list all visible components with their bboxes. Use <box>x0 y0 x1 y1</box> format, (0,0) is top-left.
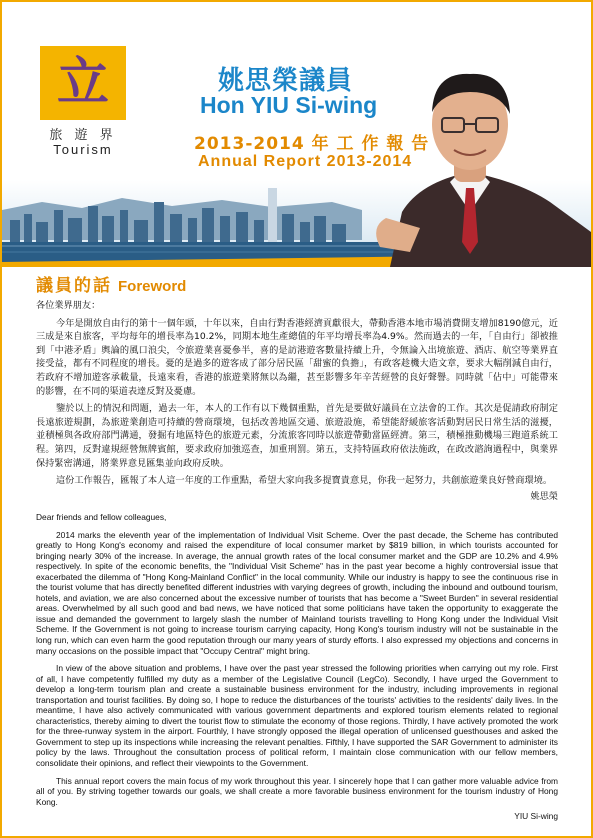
report-title-cn: 2013-2014 年 工 作 報 告 <box>194 134 430 154</box>
header-banner <box>2 2 591 267</box>
english-paragraph-3: This annual report covers the main focus of my work throughout this year. I sincerely hope that I can gather more valuable advice from all of you. By striving together towards our goals, we shall create a more favorable business environment for the tourism industry of Hong Kong. <box>36 775 558 807</box>
foreword-heading-en: Foreword <box>118 278 187 295</box>
english-paragraph-2: In view of the above situation and problems, I have over the past year stressed the following priorities when carrying out my role. First of all, I have competently fulfilled my duty as a member of the Legislative Council (LegCo). Secondly, I have urged the Government to develop a long-term tourism plan and create a sustainable business environment for the industry, including improvements in regional transportation and tourist facilities. By doing so, I hope to reduce the disturbances of the tourists' activities to the residents' daily lives. In the meantime, I have also actively communicated with various government departments and explored tourism elements related to regional characteristics, thereby aiming to divert the tourist flow to stimulate the economy of those regions. Thirdly, I have actively promoted the work for the three-runway system in the airport. Fourthly, I have strongly opposed the illegal operation of unlicensed guesthouses and asked the Government to step up its inspections while increasing the relevant penalties. Fifthly, I have supported the SAR Government to administer its policy by the laws. Throughout the consultation process of political reform, I maintain close communication with our fellow members, consolidate their opinions, and reflect their viewpoints to the Government. <box>36 663 558 769</box>
tourism-logo <box>40 46 126 120</box>
logo-glyph: 立 <box>56 52 109 113</box>
chinese-signature: 姚思榮 <box>530 490 558 502</box>
chinese-paragraph-3: 這份工作報告，匯報了本人這一年度的工作重點，希望大家向我多提寶貴意見，你我一起努力，共創旅遊業良好營商環境。 <box>56 475 553 487</box>
logo-caption-en: Tourism <box>53 142 113 157</box>
logo-caption-cn: 旅 遊 界 <box>49 128 117 143</box>
chinese-salutation: 各位業界朋友： <box>36 300 101 311</box>
english-foreword <box>36 512 558 822</box>
legislator-name-cn: 姚思榮議員 <box>218 66 354 96</box>
legislator-name-en: Hon YIU Si-wing <box>200 92 378 118</box>
foreword-heading-cn: 議員的話 <box>36 276 112 296</box>
foreword-heading <box>36 271 186 295</box>
chinese-foreword <box>36 299 558 503</box>
report-title-en: Annual Report 2013-2014 <box>198 153 413 170</box>
english-salutation: Dear friends and fellow colleagues, <box>36 512 167 522</box>
chinese-paragraph-1: 今年是開放自由行的第十一個年頭，十年以來，自由行對香港經濟貢獻很大，帶動香港本地市場消費開支增加8190億元，近三成是來自旅客，平均每年的增長率為10.2%，同期本地生產總值的年平均增長率為4.9%。然而過去的一年，「自由行」卻被推到「中港矛盾」輿論的風口浪尖，令旅遊業喜憂參半，喜的是訪港遊客數量持續上升，令無論入出境旅遊、酒店、航空等業界直接受益，都有不同程度的增長。憂的是過多的遊客成了部分居民區「甜蜜的負擔」，有政客趁機大造文章，要求大幅削減自由行，若政府不增加遊客承載量，長遠來看，香港的旅遊業將無以為繼，甚至影響多年辛苦經營的良好聲譽。同時就「佔中」可能帶來的影響，在不同的渠道表達反對及憂慮。 <box>36 317 558 397</box>
english-signature: YIU Si-wing <box>514 811 558 822</box>
english-paragraph-1: 2014 marks the eleventh year of the implementation of Individual Visit Scheme. Over the past decade, the Scheme has contributed greatly to Hong Kong's economy and raised the expenditure of local consumer market by $819 billion, in which tourists accounted for bringing nearly 30% of the increase. In average, the annual growth rates of the local consumer market and the GDP are 10.2% and 4.9% respectively. In spite of the economic benefits, the "Individual Visit Scheme" has in the past year become a highly controversial issue that exacerbated the dilemma of "Hong Kong-Mainland Conflict" in the local community. While our industry is happy to see the continuous rise in the tourist volume that has directly benefited different industries with varying degrees of growth, including the inbound and outbound tourism, hotels, and aviation, we are also concerned about the excessive number of tourists that has become a "Sweet Burden" in several residential areas. Overwhelmed by all such good and bad news, we have noticed that some politicians have taken the opportunity to exaggerate the issue and demanded the government to largely slash the number of Mainland tourists travelling to Hong Kong under the Individual Visit Scheme. If the Government is not going to increase tourism carrying capacity, Hong Kong's tourism industry will not be sustainable in the long run, which can even harm the good reputation through our many years of sturdy efforts. I also expressed my objections and concerns in many occasions on the possible impact that "Occupy Central" might bring. <box>36 529 558 656</box>
chinese-paragraph-2: 鑒於以上的情況和問題，過去一年，本人的工作有以下幾個重點，首先是要做好議員在立法會的工作。其次是促請政府制定長遠旅遊規劃，為旅遊業創造可持續的營商環境，包括改善地區交通、旅遊設施，希望能舒緩旅客活動對居民日常生活的滋擾，並積極與各政府部門溝通，發掘有地區特色的旅遊元素，分流旅客同時以旅遊帶動當區經濟。第三，積極推動機場三跑道系統工程。第四，反對違規經營無牌賓館，要求政府加強巡查，加重刑罰。第五，支持特區政府依法施政，在政改諮詢過程中，與業界保持緊密溝通，將業界意見匯集並向政府反映。 <box>36 403 558 469</box>
